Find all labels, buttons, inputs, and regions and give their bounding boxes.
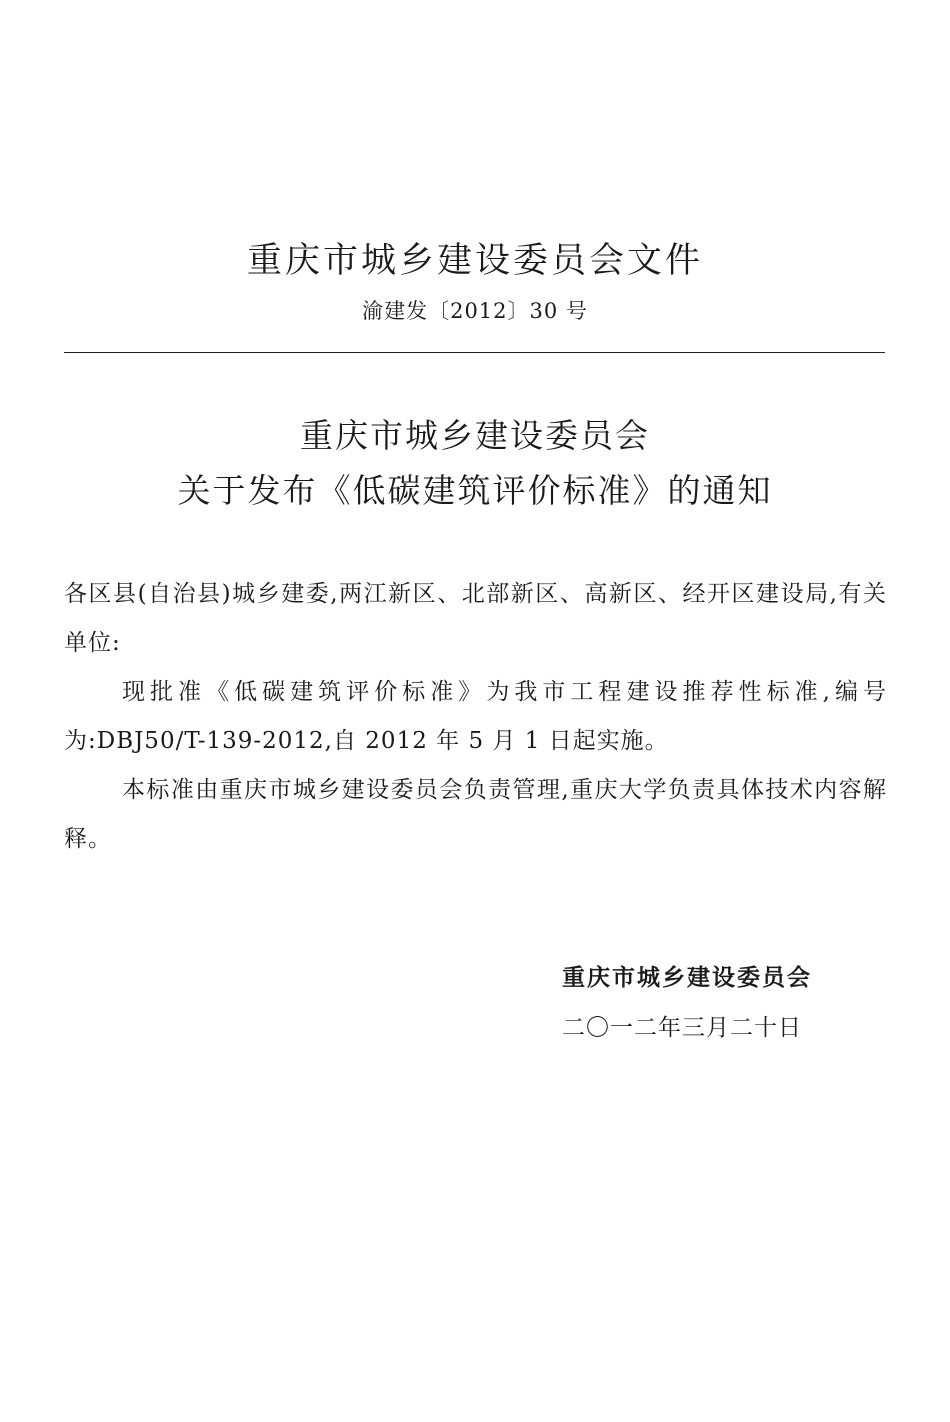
signing-organization: 重庆市城乡建设委员会 xyxy=(562,965,812,991)
addressee-paragraph: 各区县(自治县)城乡建委,两江新区、北部新区、高新区、经开区建设局,有关单位: xyxy=(64,581,887,656)
signing-date: 二〇一二年三月二十日 xyxy=(562,1015,802,1041)
file-title: 重庆市城乡建设委员会文件 xyxy=(246,241,703,281)
notice-title-line-1: 重庆市城乡建设委员会 xyxy=(300,416,650,455)
notice-body xyxy=(64,570,887,864)
notice-title-line-2: 关于发布《低碳建筑评价标准》的通知 xyxy=(177,471,773,510)
document-number: 渝建发〔2012〕30 号 xyxy=(362,299,588,323)
approval-paragraph: 现批准《低碳建筑评价标准》为我市工程建设推荐性标准,编号为:DBJ50/T-139-2012,自 2012 年 5 月 1 日起实施。 xyxy=(64,679,887,754)
header-divider xyxy=(64,352,885,353)
management-paragraph: 本标准由重庆市城乡建设委员会负责管理,重庆大学负责具体技术内容解释。 xyxy=(64,777,887,852)
